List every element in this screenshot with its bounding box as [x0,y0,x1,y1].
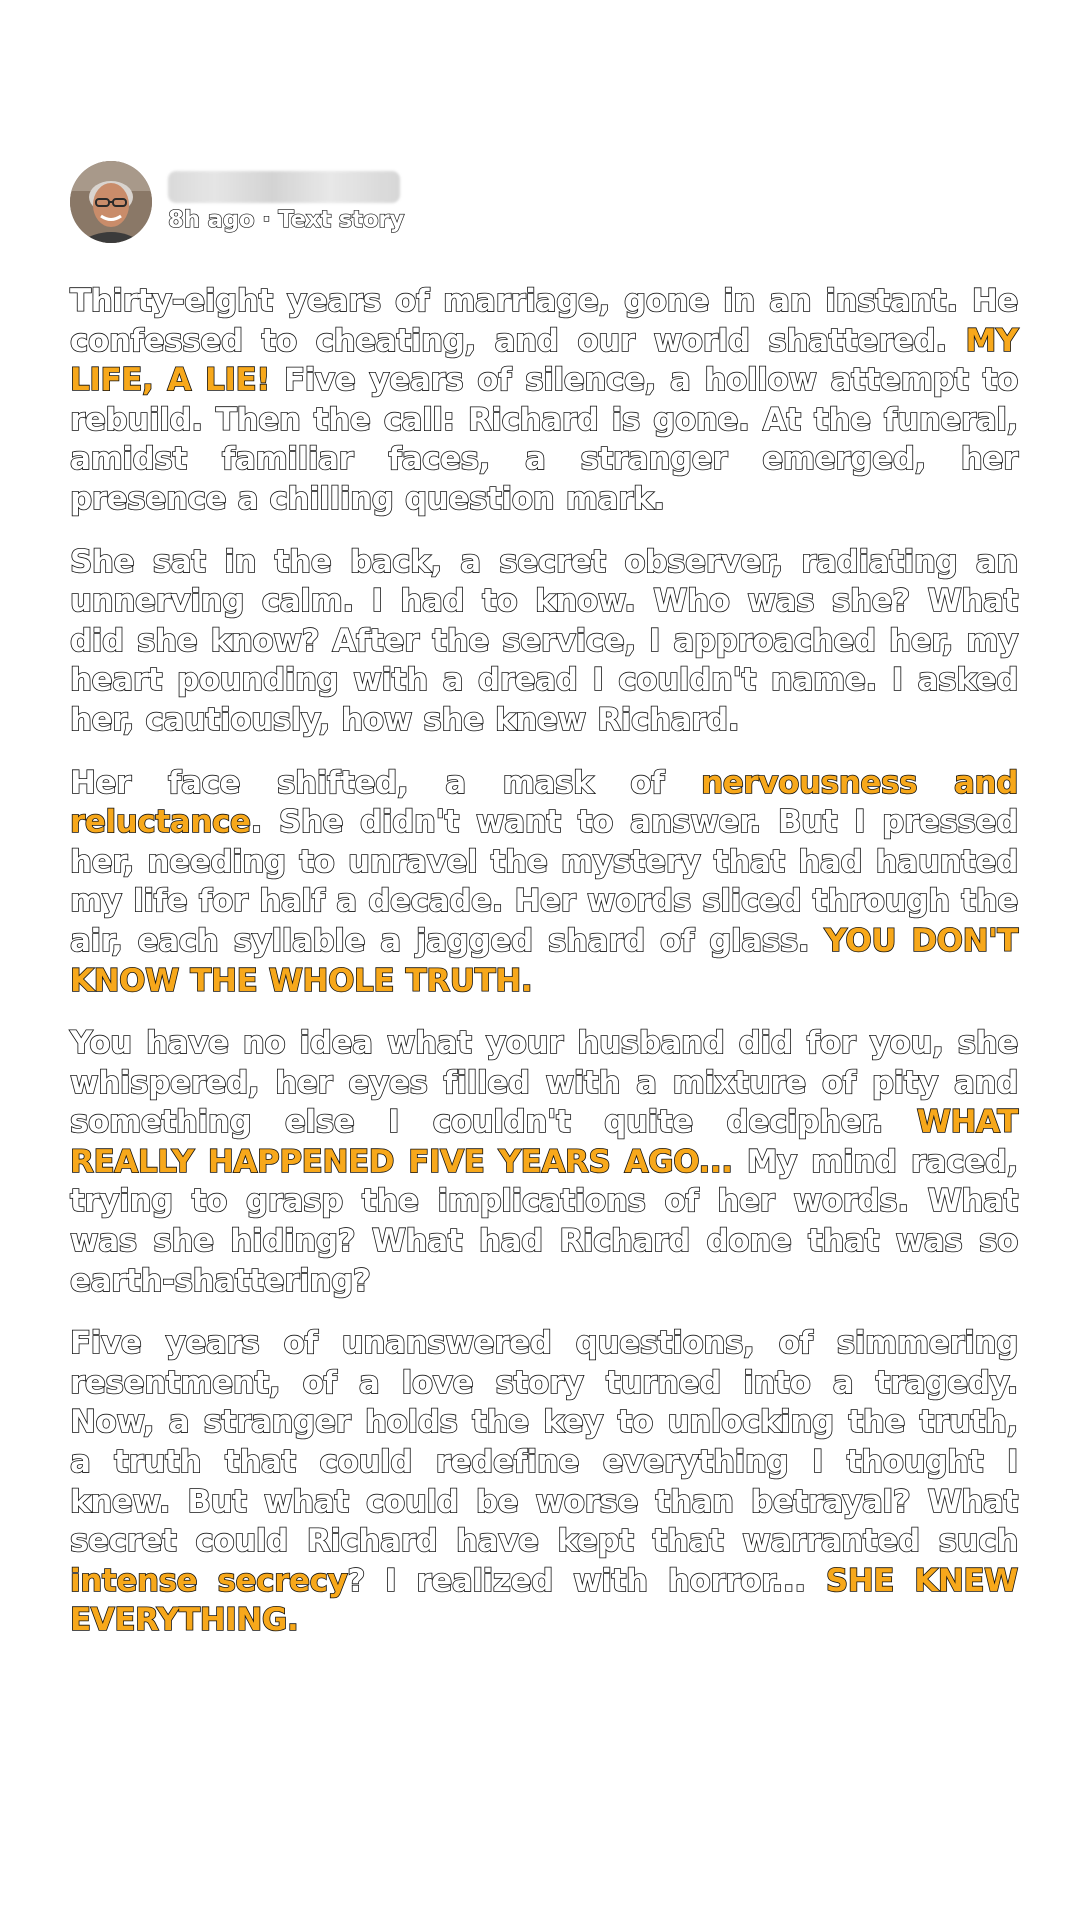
story-text: My mind raced, trying to grasp the implications of her words. What was she hiding? What had Richard done that was so earth-shattering? [70,1143,1019,1299]
story-paragraph [70,764,1018,1002]
story-body [70,282,1018,1641]
story-text: Five years of unanswered questions, of simmering resentment, of a love story turned into a tragedy. Now, a stranger holds the key to unlocking the truth, a truth that could redefine everything I thought I knew. But what could be worse than betrayal? What secret could Richard have kept that warranted such [70,1325,1018,1560]
story-text: Her face shifted, a mask of [70,764,702,801]
text-story-card [70,160,1018,1641]
highlighted-text: MY LIFE, A LIE! [70,322,1018,399]
story-text: You have no idea what your husband did for you, she whispered, her eyes filled with a mixture of pity and something else I couldn't quite decipher. [70,1025,1018,1141]
highlighted-text: SHE KNEW EVERYTHING. [70,1562,1018,1639]
highlighted-text: nervousness and reluctance [70,764,1018,841]
author-header [70,160,1018,244]
story-text: ? I realized with horror... [347,1562,826,1599]
highlighted-text: intense secrecy [70,1562,348,1599]
story-paragraph [70,1024,1018,1301]
story-text: . She didn't want to answer. But I pressed her, needing to unravel the mystery that had haunted my life for half a decade. Her words sliced through the air, each syllable a jagged shard of glass. [70,804,1018,959]
author-meta [168,171,404,233]
post-meta: 8h ago · Text story [168,207,405,233]
story-paragraph [70,543,1018,741]
avatar[interactable] [70,161,152,243]
highlighted-text: WHAT REALLY HAPPENED FIVE YEARS AGO... [70,1104,1018,1180]
story-text: Thirty-eight years of marriage, gone in an instant. He confessed to cheating, and our world shattered. [70,283,1018,359]
highlighted-text: YOU DON'T KNOW THE WHOLE TRUTH. [70,922,1018,999]
story-paragraph [70,282,1018,520]
story-text: She sat in the back, a secret observer, radiating an unnerving calm. I had to know. Who was she? What did she know? After the service, I approached her, my heart pounding with a dread I couldn't name. I asked her, cautiously, how she knew Richard. [70,543,1018,738]
story-text: Five years of silence, a hollow attempt to rebuild. Then the call: Richard is gone. At the funeral, amidst familiar faces, a stranger emerged, her presence a chilling question mark. [70,362,1019,517]
profile-photo-icon [70,161,152,243]
story-paragraph [70,1324,1018,1641]
author-name-blurred[interactable] [168,171,400,203]
